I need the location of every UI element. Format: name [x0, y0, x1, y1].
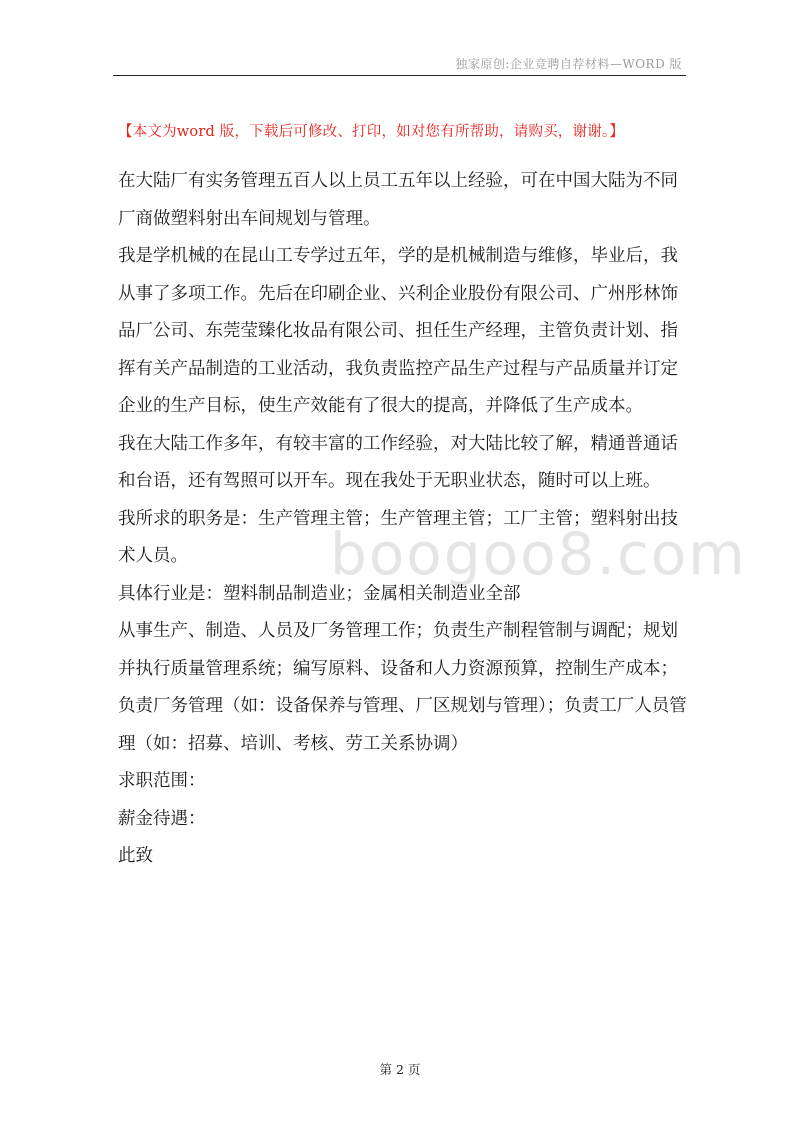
- document-body: [118, 163, 693, 876]
- page-header: 独家原创:企业竞聘自荐材料—WORD 版: [455, 57, 682, 71]
- paragraph-salary: 薪金待遇：: [118, 808, 206, 829]
- paragraph-desired-position: 我所求的职务是：生产管理主管；生产管理主管；工厂主管；塑料射出技术人员。: [118, 508, 678, 566]
- paragraph-job-scope: 求职范围：: [118, 771, 206, 791]
- paragraph-background: 我是学机械的在昆山工专学过五年，学的是机械制造与维修，毕业后，我从事了多项工作。先后在印刷企业、兴利企业股份有限公司、广州彤林饰品厂公司、东莞莹臻化妆品有限公司、担任生产经理，主管负责计划、指挥有关产品制造的工业活动，我负责监控产品生产过程与产品质量并订定企业的生产目标，使生产效能有了很大的提高，并降低了生产成本。: [118, 246, 678, 416]
- paragraph-industry: 具体行业是：塑料制品制造业；金属相关制造业全部: [118, 583, 521, 604]
- download-notice: 【本文为word 版，下载后可修改、打印，如对您有所帮助，请购买，谢谢。】: [118, 124, 625, 140]
- paragraph-experience: 在大陆厂有实务管理五百人以上员工五年以上经验，可在中国大陆为不同厂商做塑料射出车间规划与管理。: [118, 171, 678, 229]
- paragraph-closing: 此致: [118, 846, 153, 866]
- header-divider: [113, 75, 686, 76]
- watermark: boogoo8.com: [330, 520, 747, 588]
- page-number: 第 2 页: [379, 1062, 421, 1077]
- paragraph-skills: 我在大陆工作多年，有较丰富的工作经验，对大陆比较了解，精通普通话和台语，还有驾照可以开车。现在我处于无职业状态，随时可以上班。: [118, 433, 678, 491]
- paragraph-duties: 从事生产、制造、人员及厂务管理工作；负责生产制程管制与调配；规划并执行质量管理系统；编写原料、设备和人力资源预算，控制生产成本；负责厂务管理（如：设备保养与管理、厂区规划与管理）；负责工厂人员管理（如：招募、培训、考核、劳工关系协调）: [118, 621, 687, 754]
